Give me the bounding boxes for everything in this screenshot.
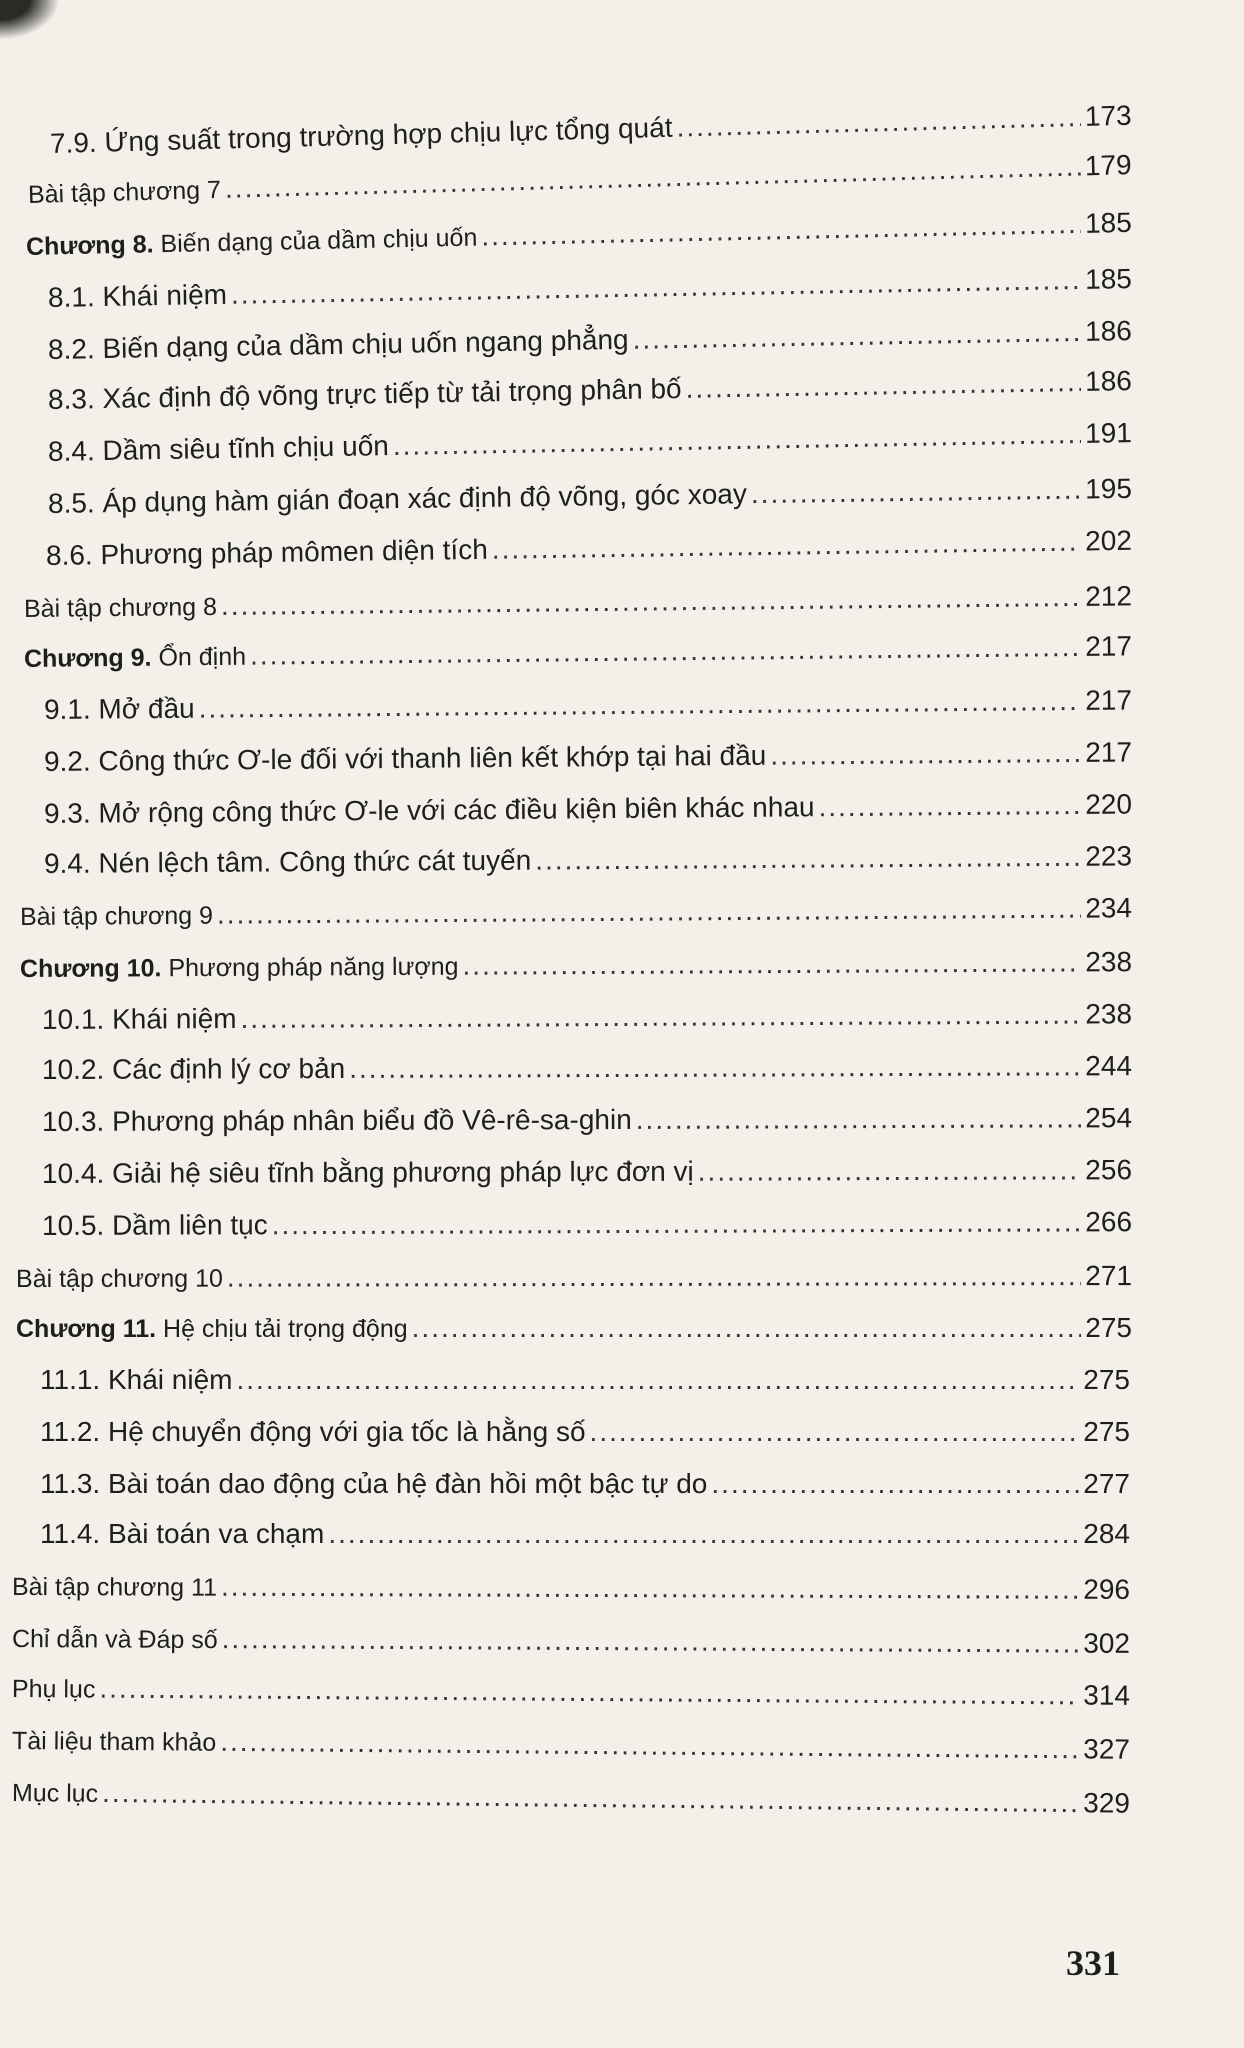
toc-page-number: 314 bbox=[1083, 1679, 1131, 1711]
leader-dots bbox=[227, 1260, 1081, 1293]
toc-entry-title: 8.2. Biến dạng của dầm chịu uốn ngang phẳng bbox=[47, 323, 629, 365]
page-number: 331 bbox=[1066, 1943, 1120, 1983]
toc-entry-8-2 bbox=[48, 315, 1132, 366]
toc-page-number: 284 bbox=[1083, 1518, 1130, 1549]
toc-page-number: 185 bbox=[1084, 206, 1133, 239]
toc-page-number: 217 bbox=[1085, 736, 1133, 768]
toc-page-number: 185 bbox=[1084, 263, 1133, 295]
toc-entry-10-1 bbox=[42, 998, 1132, 1036]
toc-page-number: 217 bbox=[1085, 630, 1133, 662]
leader-dots bbox=[535, 841, 1081, 877]
toc-entry-title bbox=[20, 953, 459, 984]
toc-entry-title: 10.4. Giải hệ siêu tĩnh bằng phương pháp lực đơn vị bbox=[41, 1155, 694, 1189]
leader-dots bbox=[698, 1154, 1082, 1187]
toc-entry-7-9 bbox=[50, 100, 1132, 160]
toc-page-number: 202 bbox=[1084, 524, 1133, 557]
toc-entry-9-1 bbox=[44, 685, 1132, 726]
toc-entry-title: 10.1. Khái niệm bbox=[41, 1002, 237, 1035]
toc-entry-title: Tài liệu tham khảo bbox=[11, 1727, 217, 1757]
leader-dots bbox=[217, 893, 1082, 931]
chapter-title: Hệ chịu tải trọng động bbox=[163, 1315, 408, 1343]
leader-dots bbox=[221, 1571, 1079, 1606]
leader-dots bbox=[412, 1312, 1082, 1344]
toc-entry-11-4 bbox=[40, 1518, 1130, 1550]
leader-dots bbox=[818, 789, 1081, 823]
toc-page-number: 277 bbox=[1083, 1468, 1130, 1499]
toc-entry-title: Bài tập chương 8 bbox=[23, 592, 218, 623]
toc-entry-title bbox=[16, 1315, 408, 1344]
leader-dots bbox=[99, 1673, 1079, 1712]
leader-dots bbox=[237, 1364, 1080, 1396]
toc-page-number: 275 bbox=[1083, 1416, 1130, 1447]
toc-page-number: 327 bbox=[1083, 1733, 1131, 1765]
toc-page-number: 195 bbox=[1084, 472, 1133, 505]
toc-entry-title: 11.4. Bài toán va chạm bbox=[40, 1518, 325, 1549]
toc-entry-tailieu bbox=[12, 1724, 1130, 1766]
toc-entry-title: 11.1. Khái niệm bbox=[40, 1364, 233, 1395]
leader-dots bbox=[770, 737, 1081, 772]
toc-entry-9-2 bbox=[44, 737, 1132, 778]
toc-page-number: 217 bbox=[1085, 684, 1133, 716]
leader-dots bbox=[221, 581, 1082, 622]
leader-dots bbox=[636, 1102, 1082, 1136]
leader-dots bbox=[632, 316, 1081, 356]
toc-entry-8-5 bbox=[48, 473, 1132, 520]
toc-entry-11-3 bbox=[40, 1468, 1130, 1500]
leader-dots bbox=[222, 1623, 1080, 1659]
toc-entry-11-1 bbox=[40, 1364, 1130, 1396]
chapter-number: Chương 10. bbox=[19, 954, 162, 983]
toc-entry-title: 11.3. Bài toán dao động của hệ đàn hồi một bậc tự do bbox=[40, 1468, 708, 1499]
toc-entry-title: 7.9. Ứng suất trong trường hợp chịu lực tổng quát bbox=[49, 111, 673, 159]
toc-entry-9-4 bbox=[44, 840, 1132, 880]
toc-entry-title: 10.5. Dầm liên tục bbox=[41, 1209, 268, 1241]
toc-entry-9-3 bbox=[44, 789, 1132, 830]
toc-page-number: 234 bbox=[1085, 892, 1133, 924]
leader-dots bbox=[231, 264, 1082, 311]
toc-entry-title: Bài tập chương 9 bbox=[19, 901, 214, 931]
leader-dots bbox=[751, 474, 1082, 511]
toc-entry-8-1 bbox=[48, 263, 1132, 314]
leader-dots bbox=[220, 1726, 1079, 1765]
toc-page-number: 238 bbox=[1085, 946, 1133, 978]
leader-dots bbox=[272, 1206, 1082, 1241]
leader-dots bbox=[250, 631, 1082, 672]
leader-dots bbox=[590, 1416, 1080, 1448]
toc-entry-title: 8.5. Áp dụng hàm gián đoạn xác định độ võng, góc xoay bbox=[47, 478, 748, 519]
toc-entry-title: 10.2. Các định lý cơ bản bbox=[41, 1052, 346, 1085]
leader-dots bbox=[711, 1468, 1079, 1500]
chapter-number: Chương 8. bbox=[25, 230, 154, 261]
toc-page-number: 296 bbox=[1083, 1573, 1131, 1605]
toc-entry-title: 11.2. Hệ chuyển động với gia tốc là hằng số bbox=[40, 1416, 586, 1447]
toc-page-number: 191 bbox=[1084, 417, 1133, 449]
toc-page-number: 275 bbox=[1083, 1364, 1130, 1395]
toc-page-number: 256 bbox=[1085, 1154, 1133, 1186]
toc-page-number: 186 bbox=[1084, 315, 1133, 347]
toc-page-number: 254 bbox=[1085, 1102, 1133, 1134]
toc-entry-ch10 bbox=[20, 946, 1132, 984]
toc-entry-11-2 bbox=[40, 1416, 1130, 1448]
leader-dots bbox=[481, 208, 1081, 253]
toc-entry-8-4 bbox=[48, 417, 1132, 468]
chapter-title: Ổn định bbox=[158, 642, 247, 672]
toc-entry-title bbox=[26, 224, 478, 262]
chapter-title: Phương pháp năng lượng bbox=[168, 952, 459, 983]
toc-page-number: 244 bbox=[1085, 1050, 1133, 1082]
chapter-number: Chương 11. bbox=[16, 1315, 157, 1343]
toc-entry-bt11 bbox=[12, 1570, 1130, 1606]
toc-entry-bt10 bbox=[16, 1260, 1132, 1294]
toc-entry-chidan bbox=[12, 1622, 1130, 1660]
toc-page-number: 179 bbox=[1084, 149, 1133, 182]
leader-dots bbox=[102, 1777, 1079, 1819]
toc-entry-8-3 bbox=[48, 365, 1132, 416]
toc-page-number: 275 bbox=[1085, 1312, 1132, 1343]
toc-page-number: 186 bbox=[1084, 365, 1133, 397]
toc-entry-bt7 bbox=[28, 149, 1132, 210]
toc-entry-title: 9.2. Công thức Ơ-le đối với thanh liên kết khớp tại hai đầu bbox=[43, 739, 767, 777]
leader-dots bbox=[328, 1518, 1079, 1550]
toc-entry-phuluc bbox=[12, 1672, 1130, 1712]
toc-entry-mucluc bbox=[12, 1776, 1130, 1820]
leader-dots bbox=[685, 366, 1081, 405]
leader-dots bbox=[349, 1050, 1081, 1085]
toc-entry-ch9 bbox=[24, 630, 1132, 674]
toc-entry-title: 9.1. Mở đầu bbox=[43, 692, 195, 725]
toc-entry-10-5 bbox=[42, 1206, 1132, 1242]
toc-entry-title: 9.3. Mở rộng công thức Ơ-le với các điều kiện biên khác nhau bbox=[43, 791, 815, 829]
toc-entry-8-6 bbox=[46, 525, 1132, 572]
toc-entry-title: 8.4. Dầm siêu tĩnh chịu uốn bbox=[47, 430, 390, 467]
leader-dots bbox=[492, 526, 1082, 566]
toc-entry-10-3 bbox=[42, 1102, 1132, 1138]
toc-entry-10-2 bbox=[42, 1050, 1132, 1086]
leader-dots bbox=[240, 999, 1081, 1035]
toc-entry-ch11 bbox=[16, 1312, 1132, 1344]
toc-entry-title bbox=[24, 643, 246, 674]
toc-entry-title: 8.6. Phương pháp mômen diện tích bbox=[45, 533, 488, 571]
toc-entry-title: 10.3. Phương pháp nhân biểu đồ Vê-rê-sa-ghin bbox=[41, 1103, 632, 1137]
toc-entry-10-4 bbox=[42, 1154, 1132, 1190]
toc-entry-title: Bài tập chương 10 bbox=[15, 1264, 223, 1293]
chapter-title: Biến dạng của dầm chịu uốn bbox=[160, 223, 478, 259]
chapter-number: Chương 9. bbox=[23, 643, 152, 673]
toc-entry-title: 8.1. Khái niệm bbox=[47, 278, 228, 313]
toc-entry-title: 9.4. Nén lệch tâm. Công thức cát tuyến bbox=[43, 844, 532, 879]
toc-entry-title: Phụ lục bbox=[11, 1675, 96, 1704]
leader-dots bbox=[676, 101, 1081, 144]
toc-entry-bt8 bbox=[24, 580, 1132, 624]
leader-dots bbox=[462, 946, 1081, 981]
toc-page-number: 212 bbox=[1085, 580, 1133, 612]
toc-page-number: 302 bbox=[1083, 1627, 1131, 1659]
leader-dots bbox=[224, 150, 1081, 204]
toc-page-number: 271 bbox=[1085, 1260, 1133, 1292]
toc-entry-bt9 bbox=[20, 892, 1132, 932]
leader-dots bbox=[199, 685, 1082, 725]
toc-page-number: 220 bbox=[1085, 788, 1133, 820]
toc-entry-title: Mục lục bbox=[11, 1779, 99, 1808]
toc-page-number: 329 bbox=[1083, 1787, 1131, 1819]
toc-entry-title: Bài tập chương 7 bbox=[27, 175, 222, 209]
toc-entry-ch8 bbox=[26, 207, 1132, 262]
toc-entry-title: 8.3. Xác định độ võng trực tiếp từ tải trọng phân bố bbox=[47, 372, 682, 415]
toc-page-number: 238 bbox=[1085, 998, 1133, 1030]
toc-page-number: 173 bbox=[1084, 99, 1133, 132]
toc-page-number: 266 bbox=[1085, 1206, 1133, 1238]
leader-dots bbox=[393, 418, 1082, 462]
toc-page-number: 223 bbox=[1085, 840, 1133, 872]
toc-entry-title: Chỉ dẫn và Đáp số bbox=[11, 1625, 218, 1655]
toc-entry-title: Bài tập chương 11 bbox=[11, 1573, 218, 1602]
